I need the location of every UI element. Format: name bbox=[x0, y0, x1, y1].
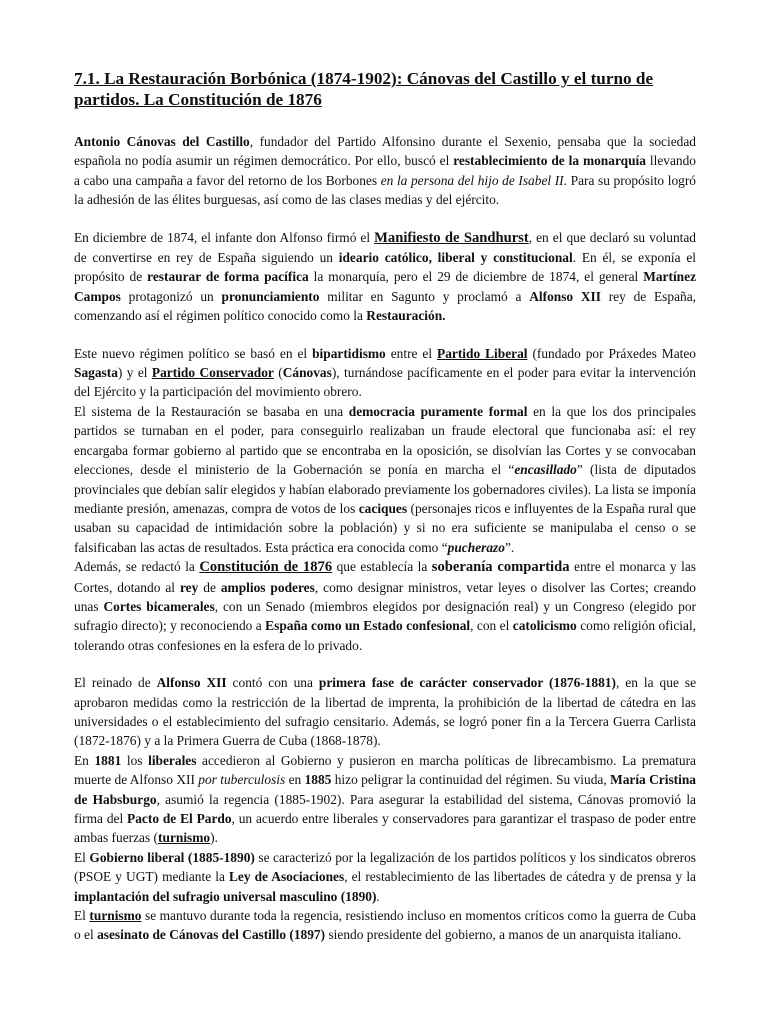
text-run: Además, se redactó la bbox=[74, 559, 200, 575]
text-run: militar en Sagunto y proclamó a bbox=[319, 288, 530, 304]
emphasized-term: Partido Conservador bbox=[151, 365, 274, 381]
text-run: protagonizó un bbox=[120, 288, 222, 304]
emphasized-term: Partido Liberal bbox=[437, 345, 528, 361]
emphasized-term: Antonio Cánovas del Castillo bbox=[74, 134, 250, 149]
emphasized-term: turnismo bbox=[89, 908, 142, 924]
paragraph-regencia bbox=[74, 751, 696, 848]
emphasized-term: Alfonso XII bbox=[529, 288, 601, 304]
italic-text: en la persona del hijo de Isabel II bbox=[380, 172, 564, 188]
paragraph-canovas bbox=[74, 132, 696, 210]
paragraph-alfonso-xii bbox=[74, 673, 696, 751]
emphasized-term: ideario católico, liberal y constitucional bbox=[338, 250, 573, 266]
emphasized-term: 1881 bbox=[94, 752, 122, 768]
emphasized-term: primera fase de carácter conservador (1876-1881) bbox=[318, 675, 616, 691]
paragraph-gobierno-liberal bbox=[74, 848, 696, 906]
text-run: Este nuevo régimen político se basó en el bbox=[74, 345, 313, 361]
text-run: se caracterizó por la legalización de los partidos políticos y los sindicatos obreros (PSOE y UGT) mediante la bbox=[74, 849, 697, 885]
paragraph-constitucion bbox=[74, 557, 696, 655]
text-run: , fundador del Partido Alfonsino durante el Sexenio, pensaba que la sociedad española no podía asumir un régimen democrático. Por ello, buscó el bbox=[74, 134, 696, 169]
emphasized-term: bipartidismo bbox=[312, 345, 386, 361]
emphasized-term: encasillado bbox=[514, 462, 577, 478]
text-run: siendo presidente del gobierno, a manos de un anarquista italiano. bbox=[325, 927, 682, 943]
emphasized-term: restablecimiento de la monarquía bbox=[453, 153, 646, 169]
text-run: ) y el bbox=[117, 365, 152, 381]
emphasized-term: turnismo bbox=[158, 830, 211, 846]
emphasized-term: Alfonso XII bbox=[156, 675, 227, 691]
text-run: , el restablecimiento de las libertades de cátedra y de prensa y la bbox=[344, 869, 696, 885]
text-run: en la que los dos principales partidos se turnaban en el poder, para conseguirlo realizaban un fraude electoral que funcionaba así: el rey encargaba formar gobierno al partido que se encontraba en la oposición, se disolvían las Cortes y se convocaban elecciones, desde el ministerio de la Gobernación se ponía en marcha el “ bbox=[74, 403, 696, 478]
emphasized-term: Restauración. bbox=[366, 308, 446, 324]
emphasized-term: amplios poderes bbox=[220, 579, 315, 595]
paragraph-turnismo bbox=[74, 906, 696, 945]
emphasized-term: asesinato de Cánovas del Castillo (1897) bbox=[97, 927, 326, 943]
italic-text: por tuberculosis bbox=[198, 772, 286, 788]
text-run: El reinado de bbox=[74, 675, 157, 691]
emphasized-term: restaurar de forma pacífica bbox=[147, 269, 309, 285]
emphasized-term: pucherazo bbox=[447, 539, 505, 555]
text-run: , con un Senado (miembros elegidos por designación real) y un Congreso (elegido por sufragio directo); y reconociendo a bbox=[74, 598, 696, 634]
emphasized-term: Sagasta bbox=[74, 365, 118, 381]
emphasized-term: catolicismo bbox=[512, 618, 577, 634]
text-run: , como designar ministros, vetar leyes o disolver las Cortes; creando unas bbox=[74, 579, 696, 614]
paragraph-bipartidismo bbox=[74, 344, 696, 402]
text-run: , asumió la regencia (1885-1902). Para asegurar la estabilidad del sistema, Cánovas promovió la firma del bbox=[74, 791, 696, 826]
emphasized-term: pronunciamiento bbox=[221, 288, 320, 304]
text-run: de bbox=[198, 579, 221, 595]
text-run: llevando a cabo una campaña a favor del retorno de los Borbones bbox=[74, 153, 696, 188]
text-run: entre el bbox=[385, 345, 438, 361]
text-run: se mantuvo durante toda la regencia, resistiendo incluso en momentos críticos como la guerra de Cuba o el bbox=[74, 908, 697, 943]
text-run: accedieron al Gobierno y pusieron en marcha políticas de librecambismo. La prematura muerte de Alfonso XII bbox=[74, 752, 697, 788]
text-run: El sistema de la Restauración se basaba en una bbox=[74, 403, 349, 419]
emphasized-term: soberanía compartida bbox=[431, 559, 570, 576]
text-run: los bbox=[121, 752, 149, 768]
text-run: ” (lista de diputados provinciales que debían salir elegidos y habían elaborado previamente los gobernadores civiles). La lista se imponía mediante presión, amenazas, compra de votos de los bbox=[74, 462, 696, 516]
paragraph-fraude-electoral bbox=[74, 402, 696, 557]
emphasized-term: Ley de Asociaciones bbox=[228, 869, 345, 885]
text-run: En diciembre de 1874, el infante don Alfonso firmó el bbox=[74, 229, 375, 245]
emphasized-term: 1885 bbox=[304, 772, 332, 788]
emphasized-term: España como un Estado confesional bbox=[265, 618, 471, 634]
text-run: (fundado por Práxedes Mateo bbox=[527, 345, 696, 361]
text-run: (personajes ricos e influyentes de la España rural que usaban su capacidad de intimidación sobre la población) y si no era suficiente se manipulaba el censo o se falsificaban las actas de resultados. Esta práctica era conocida como “ bbox=[74, 500, 696, 555]
text-run: El bbox=[74, 908, 90, 924]
emphasized-term: Gobierno liberal (1885-1890) bbox=[89, 849, 255, 865]
text-run: ”. bbox=[504, 539, 515, 555]
text-run: ). bbox=[210, 830, 218, 846]
text-run: que establecía la bbox=[332, 559, 432, 575]
text-run: como religión oficial, tolerando otras confesiones en la esfera de lo privado. bbox=[74, 618, 697, 653]
text-run: hizo peligrar la continuidad del régimen. Su viuda, bbox=[331, 772, 611, 788]
emphasized-term: liberales bbox=[148, 752, 197, 768]
document-title: 7.1. La Restauración Borbónica (1874-1902): Cánovas del Castillo y el turno de partidos. La Constitución de 1876 bbox=[74, 69, 654, 109]
text-run: El bbox=[74, 849, 90, 865]
emphasized-term: Manifiesto de Sandhurst bbox=[374, 229, 529, 246]
text-run: En bbox=[74, 752, 95, 768]
text-run: rey de España, comenzando así el régimen político conocido como la bbox=[74, 288, 696, 324]
emphasized-term: Constitución de 1876 bbox=[199, 559, 333, 576]
document-page bbox=[74, 68, 696, 945]
text-run: . bbox=[376, 888, 380, 904]
paragraph-sandhurst bbox=[74, 228, 696, 326]
emphasized-term: Cánovas bbox=[282, 365, 332, 381]
emphasized-term: rey bbox=[179, 579, 199, 595]
emphasized-term: caciques bbox=[358, 500, 408, 516]
emphasized-term: Cortes bicamerales bbox=[103, 598, 215, 614]
text-run: , con el bbox=[470, 618, 513, 634]
emphasized-term: implantación del sufragio universal masculino (1890) bbox=[74, 888, 377, 904]
text-run: , en el que declaró su voluntad de convertirse en rey de España siguiendo un bbox=[74, 229, 696, 266]
emphasized-term: Martínez Campos bbox=[74, 269, 697, 304]
text-run: en bbox=[285, 772, 305, 788]
emphasized-term: democracia puramente formal bbox=[348, 403, 528, 419]
emphasized-term: María Cristina de Habsburgo bbox=[74, 772, 696, 807]
text-run: , un acuerdo entre liberales y conservadores para garantizar el traspaso de poder entre ambas fuerzas ( bbox=[74, 811, 696, 846]
emphasized-term: Pacto de El Pardo bbox=[127, 811, 232, 826]
text-run: contó con una bbox=[226, 675, 319, 691]
text-run: la monarquía, pero el 29 de diciembre de 1874, el general bbox=[308, 269, 644, 285]
text-run: entre el monarca y las Cortes, dotando al bbox=[74, 559, 696, 595]
text-run: . En él, se exponía el propósito de bbox=[74, 250, 696, 285]
text-run: , en la que se aprobaron medidas como la restricción de la libertad de imprenta, la prohibición de la libertad de cátedra en las universidades o el establecimiento del sufragio censitario. Además, se logró poner fin a la Tercera Guerra Carlista (1872-1876) y a la Primera Guerra de Cuba (1868-1878). bbox=[74, 675, 697, 749]
text-run: ( bbox=[273, 365, 283, 381]
text-run: . Para su propósito logró la adhesión de las élites burguesas, así como de las clases medias y del ejército. bbox=[74, 172, 697, 208]
text-run: ), turnándose pacíficamente en el poder para evitar la intervención del Ejército y la participación del movimiento obrero. bbox=[74, 365, 696, 400]
